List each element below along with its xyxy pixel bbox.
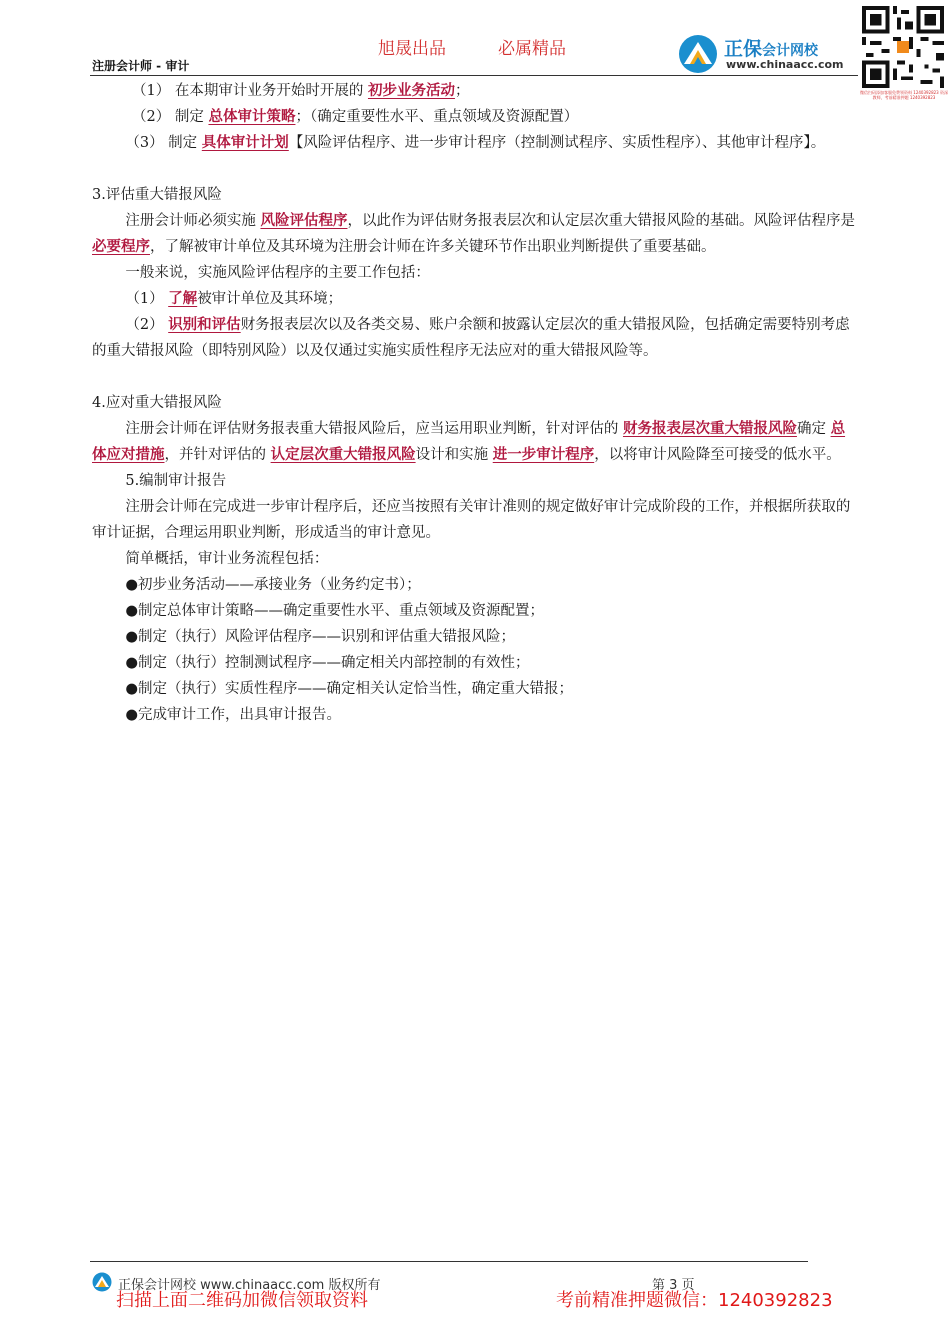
promo-wechat-text: 考前精准押题微信：1240392823	[556, 1290, 833, 1311]
footer-divider	[90, 1261, 808, 1262]
keyword: 进一步审计程序	[492, 446, 595, 463]
risk-item-1: （1） 了解被审计单位及其环境；	[125, 290, 343, 307]
footer-copyright: 正保会计网校 www.chinaacc.com 版权所有	[118, 1278, 381, 1293]
keyword: 初步业务活动	[367, 82, 455, 99]
header-subject: 注册会计师 - 审计	[92, 59, 190, 73]
plan-item-1: （1） 在本期审计业务开始时开展的 初步业务活动；	[132, 82, 470, 99]
paragraph: 简单概括，审计业务流程包括：	[125, 551, 329, 567]
keyword: 认定层次重大错报风险	[270, 446, 416, 463]
plan-item-3: （3） 制定 具体审计计划【风险评估程序、进一步审计程序（控制测试程序、实质性程序）、其他审计程序】。	[125, 134, 826, 151]
page-number: 第 3 页	[652, 1278, 695, 1293]
list-item: ●制定总体审计策略——确定重要性水平、重点领域及资源配置；	[125, 603, 544, 619]
qr-code-icon	[862, 6, 944, 88]
slogan-right: 必属精品	[498, 39, 566, 59]
list-item: ●完成审计工作，出具审计报告。	[125, 707, 341, 723]
footer-logo-icon	[92, 1272, 112, 1292]
document-body	[92, 78, 858, 728]
logo-mark-icon	[678, 34, 720, 74]
keyword: 总体审计策略	[208, 108, 296, 125]
qr-caption: 微信扫码添加客服免费领资料 1240392823 资深教师，考前精准押题 1240392823	[860, 90, 948, 100]
list-item: ●制定（执行）风险评估程序——识别和评估重大错报风险；	[125, 629, 515, 645]
section-heading-4: 4.应对重大错报风险	[92, 395, 222, 411]
slogan-left: 旭晟出品	[378, 39, 446, 59]
list-item: ●制定（执行）控制测试程序——确定相关内部控制的有效性；	[125, 655, 530, 671]
list-item: ●制定（执行）实质性程序——确定相关认定恰当性，确定重大错报；	[125, 681, 573, 697]
logo-name: 正保会计网校	[724, 38, 819, 60]
section-heading-3: 3.评估重大错报风险	[92, 187, 222, 203]
section-heading-5: 5.编制审计报告	[125, 473, 227, 489]
keyword: 必要程序	[92, 238, 150, 255]
paragraph: 一般来说，实施风险评估程序的主要工作包括：	[125, 265, 430, 281]
keyword: 识别和评估	[168, 316, 241, 333]
keyword: 具体审计计划	[201, 134, 289, 151]
plan-item-2: （2） 制定 总体审计策略；（确定重要性水平、重点领域及资源配置）	[132, 108, 579, 125]
list-item: ●初步业务活动——承接业务（业务约定书）；	[125, 577, 421, 593]
logo-url: www.chinaacc.com	[726, 58, 844, 71]
keyword: 财务报表层次重大错报风险	[622, 420, 797, 437]
paragraph: 注册会计师在完成进一步审计程序后，还应当按照有关审计准则的规定做好审计完成阶段的工作，并根据所获取的审计证据，合理运用职业判断，形成适当的审计意见。	[92, 499, 851, 541]
header-divider	[90, 75, 858, 76]
risk-item-2: （2） 识别和评估财务报表层次以及各类交易、账户余额和披露认定层次的重大错报风险，包括确定需要特别考虑的重大错报风险（即特别风险）以及仅通过实施实质性程序无法应对的重大错报风险等。	[92, 316, 850, 359]
paragraph: 注册会计师必须实施 风险评估程序，以此作为评估财务报表层次和认定层次重大错报风险的基础。风险评估程序是 必要程序，了解被审计单位及其环境为注册会计师在许多关键环节作出职业判断提供了重要基础。	[92, 212, 855, 255]
keyword: 总体应对措施	[92, 420, 846, 463]
keyword: 了解	[168, 290, 198, 307]
paragraph: 注册会计师在评估财务报表重大错报风险后，应当运用职业判断，针对评估的 财务报表层次重大错报风险确定 总体应对措施，并针对评估的 认定层次重大错报风险设计和实施 进一步审计程序，以将审计风险降至可接受的低水平。	[92, 420, 846, 463]
keyword: 风险评估程序	[260, 212, 348, 229]
chinaacc-logo[interactable]	[678, 34, 858, 74]
promo-scan-text: 扫描上面二维码加微信领取资料	[116, 1290, 368, 1311]
